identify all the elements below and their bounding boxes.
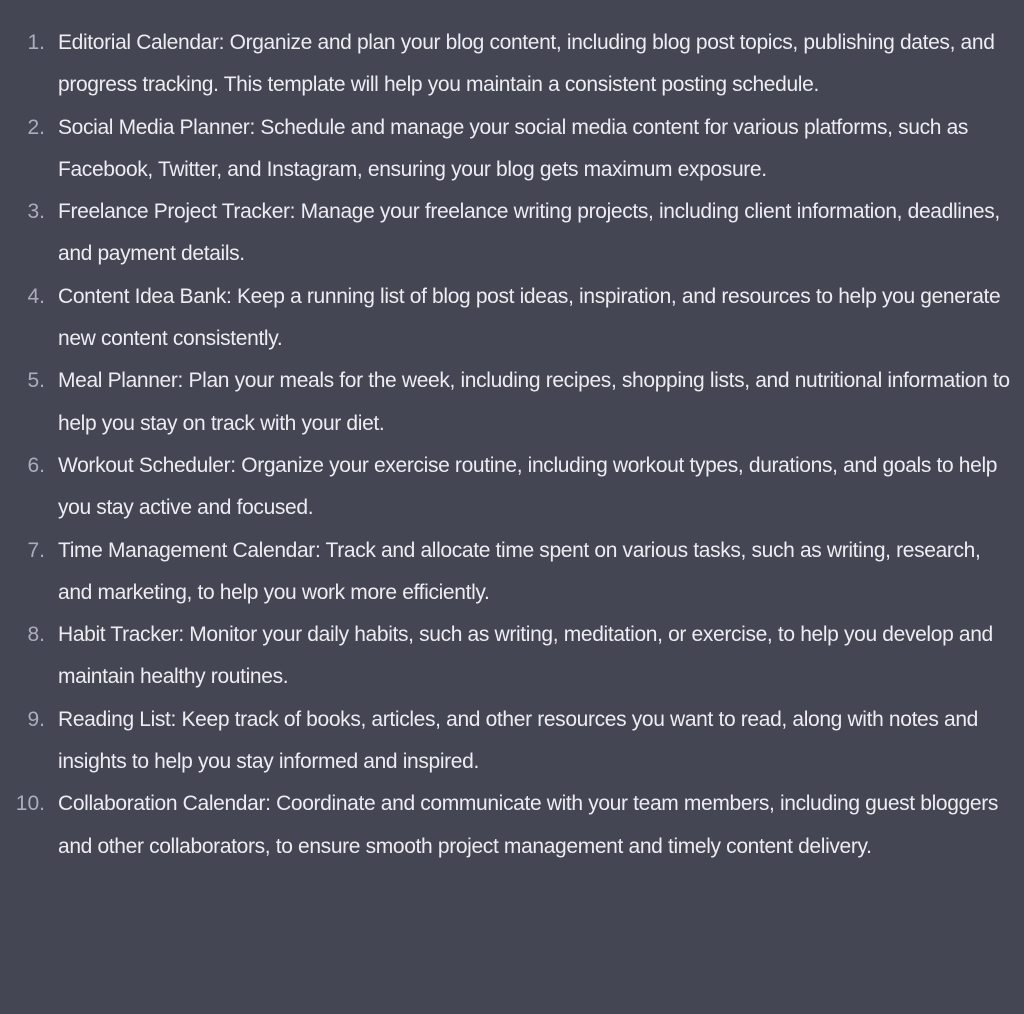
- template-list: [0, 22, 1014, 868]
- list-item: [0, 276, 1014, 361]
- item-text: Collaboration Calendar: Coordinate and communicate with your team members, including guest bloggers and other collaborators, to ensure smooth project management and timely content delivery.: [58, 792, 999, 858]
- item-text: Social Media Planner: Schedule and manage your social media content for various platforms, such as Facebook, Twitter, and Instagram, ensuring your blog gets maximum exposure.: [58, 115, 969, 181]
- list-item: [0, 191, 1014, 276]
- item-number: 5.: [27, 369, 45, 393]
- item-number: 10.: [15, 792, 45, 816]
- item-text: Workout Scheduler: Organize your exercise routine, including workout types, durations, and goals to help you stay active and focused.: [58, 453, 998, 520]
- item-text: Meal Planner: Plan your meals for the week, including recipes, shopping lists, and nutritional information to help you stay on track with your diet.: [58, 369, 1010, 435]
- item-number: 6.: [27, 453, 45, 477]
- item-text: Freelance Project Tracker: Manage your freelance writing projects, including client information, deadlines, and payment details.: [58, 200, 1000, 266]
- list-item: [0, 783, 1014, 868]
- item-text: Reading List: Keep track of books, articles, and other resources you want to read, along with notes and insights to help you stay informed and inspired.: [58, 707, 979, 774]
- item-number: 8.: [27, 623, 45, 647]
- item-text: Content Idea Bank: Keep a running list of blog post ideas, inspiration, and resources to help you generate new content consistently.: [58, 284, 1001, 351]
- item-number: 3.: [27, 200, 45, 224]
- item-text: Habit Tracker: Monitor your daily habits, such as writing, meditation, or exercise, to help you develop and maintain healthy routines.: [58, 623, 993, 689]
- list-item: [0, 360, 1014, 445]
- list-item: [0, 530, 1014, 615]
- item-number: 9.: [27, 707, 45, 731]
- item-number: 2.: [27, 115, 45, 139]
- list-item: [0, 445, 1014, 530]
- item-text: Editorial Calendar: Organize and plan your blog content, including blog post topics, publishing dates, and progress tracking. This template will help you maintain a consistent posting schedule.: [58, 31, 995, 97]
- item-number: 7.: [27, 538, 45, 562]
- list-item: [0, 22, 1014, 107]
- item-number: 1.: [27, 31, 45, 54]
- list-item: [0, 699, 1014, 784]
- item-number: 4.: [27, 284, 45, 308]
- list-item: [0, 614, 1014, 699]
- item-text: Time Management Calendar: Track and allocate time spent on various tasks, such as writing, research, and marketing, to help you work more efficiently.: [58, 538, 981, 604]
- list-item: [0, 107, 1014, 192]
